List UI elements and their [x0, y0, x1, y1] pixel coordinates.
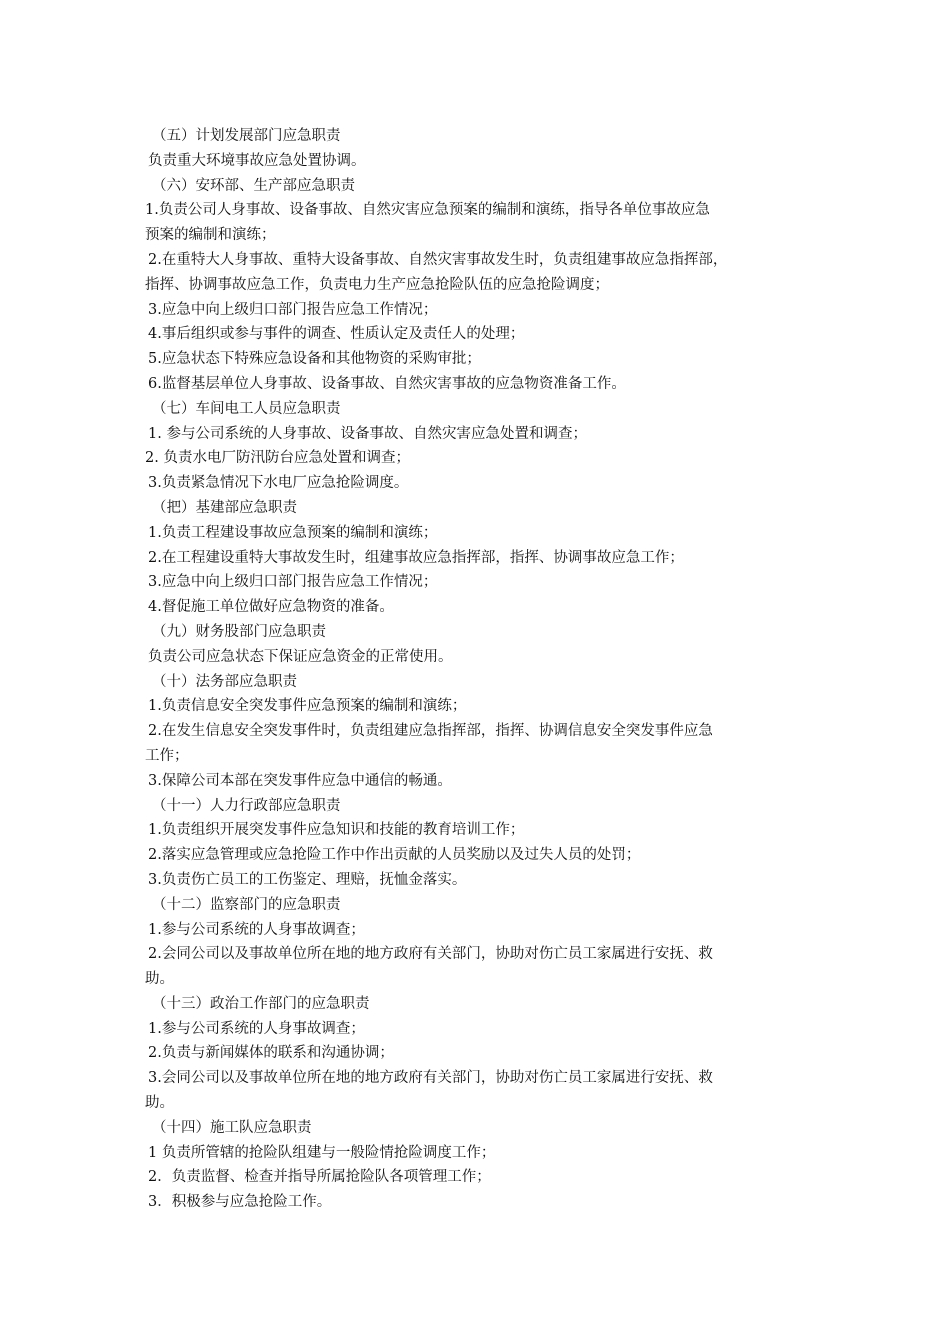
- paragraph-line: 助。: [145, 1095, 174, 1112]
- section-heading: （十）法务部应急职责: [152, 673, 297, 690]
- paragraph-line: 1.参与公司系统的人身事故调查；: [148, 1020, 365, 1037]
- paragraph-line: 2.负责与新闻媒体的联系和沟通协调；: [148, 1045, 394, 1062]
- paragraph-line: 6.监督基层单位人身事故、设备事故、自然灾害事故的应急物资准备工作。: [148, 375, 626, 392]
- section-heading: （把）基建部应急职责: [152, 499, 297, 516]
- section-heading: （六）安环部、生产部应急职责: [152, 177, 355, 194]
- paragraph-line: 3.负责紧急情况下水电厂应急抢险调度。: [148, 475, 409, 492]
- paragraph-line: 负责重大环境事故应急处置协调。: [148, 152, 366, 169]
- paragraph-line: 2.在重特大人身事故、重特大设备事故、自然灾害事故发生时，负责组建事故应急指挥部，: [148, 251, 728, 268]
- paragraph-line: 工作；: [145, 747, 189, 764]
- paragraph-line: 3.应急中向上级归口部门报告应急工作情况；: [148, 574, 438, 591]
- paragraph-line: 负责公司应急状态下保证应急资金的正常使用。: [148, 648, 453, 665]
- paragraph-line: 2.在发生信息安全突发事件时，负责组建应急指挥部，指挥、协调信息安全突发事件应急: [148, 723, 713, 740]
- paragraph-line: 2.在工程建设重特大事故发生时，组建事故应急指挥部，指挥、协调事故应急工作；: [148, 549, 684, 566]
- section-heading: （十一）人力行政部应急职责: [152, 797, 341, 814]
- paragraph-line: 3．积极参与应急抢险工作。: [148, 1194, 332, 1211]
- section-heading: （九）财务股部门应急职责: [152, 623, 326, 640]
- paragraph-line: 1. 参与公司系统的人身事故、设备事故、自然灾害应急处置和调查；: [148, 425, 587, 442]
- paragraph-line: 5.应急状态下特殊应急设备和其他物资的采购审批；: [148, 351, 481, 368]
- paragraph-line: 3.保障公司本部在突发事件应急中通信的畅通。: [148, 772, 452, 789]
- paragraph-line: 4.事后组织或参与事件的调查、性质认定及责任人的处理；: [148, 326, 525, 343]
- section-heading: （十三）政治工作部门的应急职责: [152, 995, 370, 1012]
- paragraph-line: 3.会同公司以及事故单位所在地的地方政府有关部门，协助对伤亡员工家属进行安抚、救: [148, 1070, 713, 1087]
- paragraph-line: 1 负责所管辖的抢险队组建与一般险情抢险调度工作；: [148, 1144, 496, 1161]
- paragraph-line: 2.落实应急管理或应急抢险工作中作出贡献的人员奖励以及过失人员的处罚；: [148, 847, 641, 864]
- paragraph-line: 1.参与公司系统的人身事故调查；: [148, 921, 365, 938]
- paragraph-line: 1.负责组织开展突发事件应急知识和技能的教育培训工作；: [148, 822, 525, 839]
- paragraph-line: 助。: [145, 971, 174, 988]
- section-heading: （十二）监察部门的应急职责: [152, 896, 341, 913]
- paragraph-line: 1.负责工程建设事故应急预案的编制和演练；: [148, 524, 438, 541]
- paragraph-line: 3.负责伤亡员工的工伤鉴定、理赔，抚恤金落实。: [148, 871, 467, 888]
- paragraph-line: 2．负责监督、检查并指导所属抢险队各项管理工作；: [148, 1169, 491, 1186]
- paragraph-line: 3.应急中向上级归口部门报告应急工作情况；: [148, 301, 438, 318]
- section-heading: （十四）施工队应急职责: [152, 1119, 312, 1136]
- paragraph-line: 2.会同公司以及事故单位所在地的地方政府有关部门，协助对伤亡员工家属进行安抚、救: [148, 946, 713, 963]
- section-heading: （五）计划发展部门应急职责: [152, 128, 341, 144]
- section-heading: （七）车间电工人员应急职责: [152, 400, 341, 417]
- paragraph-line: 4.督促施工单位做好应急物资的准备。: [148, 599, 394, 616]
- paragraph-line: 2. 负责水电厂防汛防台应急处置和调查；: [145, 450, 410, 467]
- paragraph-line: 预案的编制和演练；: [145, 227, 276, 244]
- paragraph-line: 1.负责信息安全突发事件应急预案的编制和演练；: [148, 698, 467, 715]
- document-body: [145, 124, 825, 1215]
- paragraph-line: 1.负责公司人身事故、设备事故、自然灾害应急预案的编制和演练，指导各单位事故应急: [145, 202, 710, 219]
- paragraph-line: 指挥、协调事故应急工作，负责电力生产应急抢险队伍的应急抢险调度；: [145, 276, 609, 293]
